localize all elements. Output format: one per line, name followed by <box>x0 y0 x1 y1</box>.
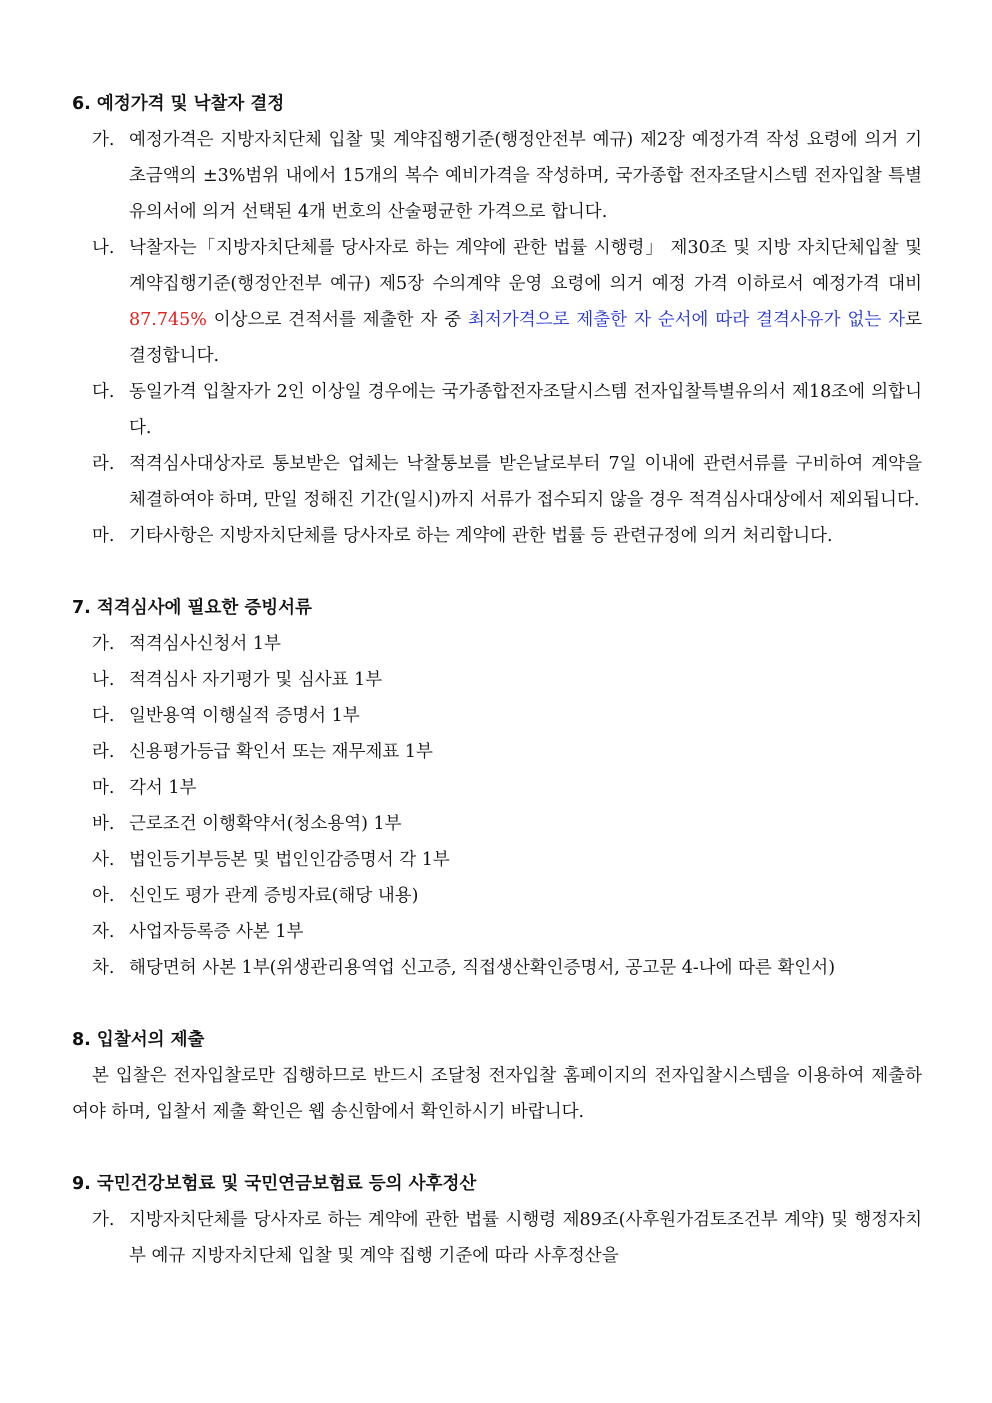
item-text: 사업자등록증 사본 1부 <box>129 922 304 942</box>
item-text: 동일가격 입찰자가 2인 이상일 경우에는 국가종합전자조달시스템 전자입찰특별유의서 제18조에 의합니다. <box>129 382 922 438</box>
list-item <box>72 950 922 986</box>
item-text: 해당면허 사본 1부(위생관리용역업 신고증, 직접생산확인증명서, 공고문 4-나에 따른 확인서) <box>129 958 836 978</box>
item-marker: 차. <box>92 958 115 978</box>
item-text: 로 결정합니다. <box>129 310 922 366</box>
item-text: 이상으로 견적서를 제출한 자 중 <box>206 310 469 330</box>
section-7 <box>72 590 922 986</box>
item-text: 적격심사대상자로 통보받은 업체는 낙찰통보를 받은날로부터 7일 이내에 관련서류를 구비하여 계약을 체결하여야 하며, 만일 정해진 기간(일시)까지 서류가 접수되지 않을 경우 적격심사대상에서 제외됩니다. <box>129 454 922 510</box>
item-marker: 사. <box>92 850 115 870</box>
item-text: 기타사항은 지방자치단체를 당사자로 하는 계약에 관한 법률 등 관련규정에 의거 처리합니다. <box>129 526 833 546</box>
item-text: 예정가격은 지방자치단체 입찰 및 계약집행기준(행정안전부 예규) 제2장 예정가격 작성 요령에 의거 기초금액의 ±3%범위 내에서 15개의 복수 예비가격을 작성하며, 국가종합 전자조달시스템 전자입찰 특별유의서에 의거 선택된 4개 번호의 산술평균한 가격으로 합니다. <box>129 130 922 222</box>
section-6 <box>72 86 922 554</box>
section-heading: 8. 입찰서의 제출 <box>72 1030 205 1050</box>
item-text: 지방자치단체를 당사자로 하는 계약에 관한 법률 시행령 제89조(사후원가검토조건부 계약) 및 행정자치부 예규 지방자치단체 입찰 및 계약 집행 기준에 따라 사후정산을 <box>129 1210 922 1266</box>
list-item <box>72 374 922 446</box>
item-marker: 아. <box>92 886 115 906</box>
section-8 <box>72 1022 922 1130</box>
list-item <box>72 698 922 734</box>
section-heading: 6. 예정가격 및 낙찰자 결정 <box>72 94 285 114</box>
item-text: 법인등기부등본 및 법인인감증명서 각 1부 <box>129 850 450 870</box>
list-item <box>72 122 922 230</box>
item-marker: 나. <box>92 670 115 690</box>
document-page <box>72 86 922 1310</box>
item-marker: 라. <box>92 742 115 762</box>
section-9 <box>72 1166 922 1274</box>
item-text: 신인도 평가 관계 증빙자료(해당 내용) <box>129 886 419 906</box>
item-marker: 라. <box>92 454 115 474</box>
list-item <box>72 806 922 842</box>
item-text: 신용평가등급 확인서 또는 재무제표 1부 <box>129 742 433 762</box>
list-item <box>72 734 922 770</box>
item-marker: 나. <box>92 238 115 258</box>
item-marker: 가. <box>92 1210 115 1230</box>
list-item <box>72 878 922 914</box>
list-item <box>72 914 922 950</box>
item-marker: 마. <box>92 526 115 546</box>
item-marker: 가. <box>92 634 115 654</box>
list-item <box>72 662 922 698</box>
item-marker: 다. <box>92 706 115 726</box>
section-heading: 7. 적격심사에 필요한 증빙서류 <box>72 598 312 618</box>
bid-rate-value: 87.745% <box>129 310 207 330</box>
item-text: 근로조건 이행확약서(청소용역) 1부 <box>129 814 402 834</box>
item-text: 적격심사신청서 1부 <box>129 634 281 654</box>
item-marker: 다. <box>92 382 115 402</box>
item-marker: 자. <box>92 922 115 942</box>
section-heading: 9. 국민건강보험료 및 국민연금보험료 등의 사후정산 <box>72 1174 477 1194</box>
list-item <box>72 770 922 806</box>
highlighted-text: 최저가격으로 제출한 자 순서에 따라 결격사유가 없는 자 <box>468 310 906 330</box>
item-text: 각서 1부 <box>129 778 197 798</box>
list-item <box>72 1202 922 1274</box>
item-text: 낙찰자는「지방자치단체를 당사자로 하는 계약에 관한 법률 시행령」 제30조 및 지방 자치단체입찰 및 계약집행기준(행정안전부 예규) 제5장 수의계약 운영 요령에 의거 예정 가격 이하로서 예정가격 대비 <box>129 238 922 294</box>
list-item <box>72 626 922 662</box>
paragraph: 본 입찰은 전자입찰로만 집행하므로 반드시 조달청 전자입찰 홈페이지의 전자입찰시스템을 이용하여 제출하여야 하며, 입찰서 제출 확인은 웹 송신함에서 확인하시기 바랍니다. <box>72 1066 922 1122</box>
item-text: 적격심사 자기평가 및 심사표 1부 <box>129 670 383 690</box>
item-text: 일반용역 이행실적 증명서 1부 <box>129 706 360 726</box>
list-item <box>72 446 922 518</box>
item-marker: 마. <box>92 778 115 798</box>
list-item <box>72 518 922 554</box>
list-item <box>72 230 922 374</box>
item-marker: 바. <box>92 814 115 834</box>
item-marker: 가. <box>92 130 115 150</box>
list-item <box>72 842 922 878</box>
